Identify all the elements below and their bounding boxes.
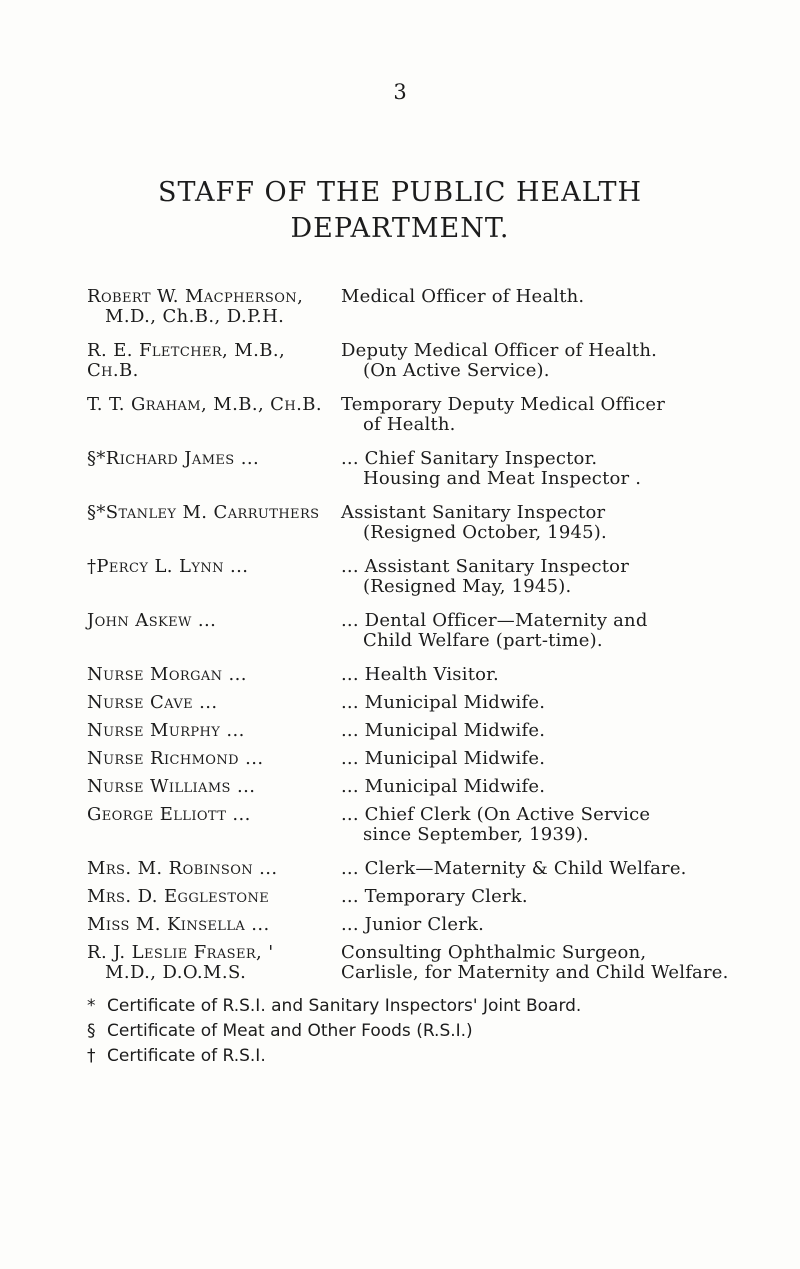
staff-role: Consulting Ophthalmic Surgeon, [341,942,647,963]
staff-name: R. J. Leslie Fraser, ' [87,942,274,963]
staff-row [87,797,747,845]
staff-list [87,287,747,983]
staff-role: ... Municipal Midwife. [341,748,546,769]
staff-row [87,713,747,741]
staff-name: John Askew ... [87,610,217,631]
footnote-mark: § [87,1021,96,1041]
staff-name: §*Richard James ... [87,448,260,469]
staff-row [87,435,747,489]
staff-role: ... Junior Clerk. [341,914,485,935]
footnote-mark: * [87,996,96,1016]
staff-row [87,879,747,907]
staff-role: ... Assistant Sanitary Inspector [341,556,630,577]
footnote-mark: † [87,1046,96,1066]
footnote-text: Certificate of Meat and Other Foods (R.S.I.) [107,1021,473,1041]
footnote [87,994,747,1019]
staff-role-note: since September, 1939). [363,824,589,845]
footnote [87,1019,747,1044]
staff-name: §*Stanley M. Carruthers [87,502,320,523]
staff-row [87,543,747,597]
staff-role: ... Dental Officer—Maternity and [341,610,648,631]
staff-role-note: Child Welfare (part-time). [363,630,603,651]
footnotes [87,994,747,1069]
staff-role: ... Municipal Midwife. [341,720,546,741]
staff-role: ... Chief Clerk (On Active Service [341,804,651,825]
staff-row [87,907,747,935]
staff-row [87,597,747,651]
staff-role: ... Health Visitor. [341,664,499,685]
staff-role-note: (Resigned October, 1945). [363,522,607,543]
staff-row [87,287,747,327]
staff-role: Medical Officer of Health. [341,286,585,307]
staff-role: ... Chief Sanitary Inspector. [341,448,598,469]
staff-name: R. E. Fletcher, M.B., Ch.B. [87,340,286,381]
page-title [0,175,800,247]
staff-role: ... Temporary Clerk. [341,886,528,907]
staff-name: Miss M. Kinsella ... [87,914,270,935]
staff-role-note: (Resigned May, 1945). [363,576,572,597]
staff-role: ... Clerk—Maternity & Child Welfare. [341,858,687,879]
staff-row [87,489,747,543]
staff-role-note: of Health. [363,414,456,435]
staff-row [87,685,747,713]
staff-name: Mrs. D. Egglestone [87,886,270,907]
staff-role-note: (On Active Service). [363,360,550,381]
staff-role: Temporary Deputy Medical Officer [341,394,666,415]
staff-row [87,935,747,983]
staff-name: Nurse Richmond ... [87,748,264,769]
staff-name: Nurse Cave ... [87,692,218,713]
staff-row [87,845,747,879]
staff-name: Robert W. Macpherson, [87,286,304,307]
staff-name: Nurse Murphy ... [87,720,245,741]
staff-qualifications: M.D., Ch.B., D.P.H. [105,306,285,327]
staff-name: †Percy L. Lynn ... [87,556,249,577]
staff-name: Nurse Morgan ... [87,664,247,685]
staff-role: Deputy Medical Officer of Health. [341,340,658,361]
staff-row [87,327,747,381]
page-number: 3 [393,80,407,104]
staff-row [87,741,747,769]
staff-row [87,651,747,685]
staff-role: ... Municipal Midwife. [341,776,546,797]
footnote-text: Certificate of R.S.I. [107,1046,266,1066]
staff-row [87,769,747,797]
footnote-text: Certificate of R.S.I. and Sanitary Inspectors' Joint Board. [107,996,582,1016]
staff-role: Assistant Sanitary Inspector [341,502,606,523]
staff-role-note: Housing and Meat Inspector . [363,468,642,489]
title-line-1: STAFF OF THE PUBLIC HEALTH [157,177,643,208]
staff-role: ... Municipal Midwife. [341,692,546,713]
staff-row [87,381,747,435]
staff-qualifications: M.D., D.O.M.S. [105,962,247,983]
staff-name: Mrs. M. Robinson ... [87,858,278,879]
title-line-2: DEPARTMENT. [290,213,510,244]
staff-name: George Elliott ... [87,804,251,825]
footnote [87,1044,747,1069]
staff-name: T. T. Graham, M.B., Ch.B. [87,394,322,415]
staff-role-note: Carlisle, for Maternity and Child Welfare. [341,962,729,983]
staff-name: Nurse Williams ... [87,776,256,797]
